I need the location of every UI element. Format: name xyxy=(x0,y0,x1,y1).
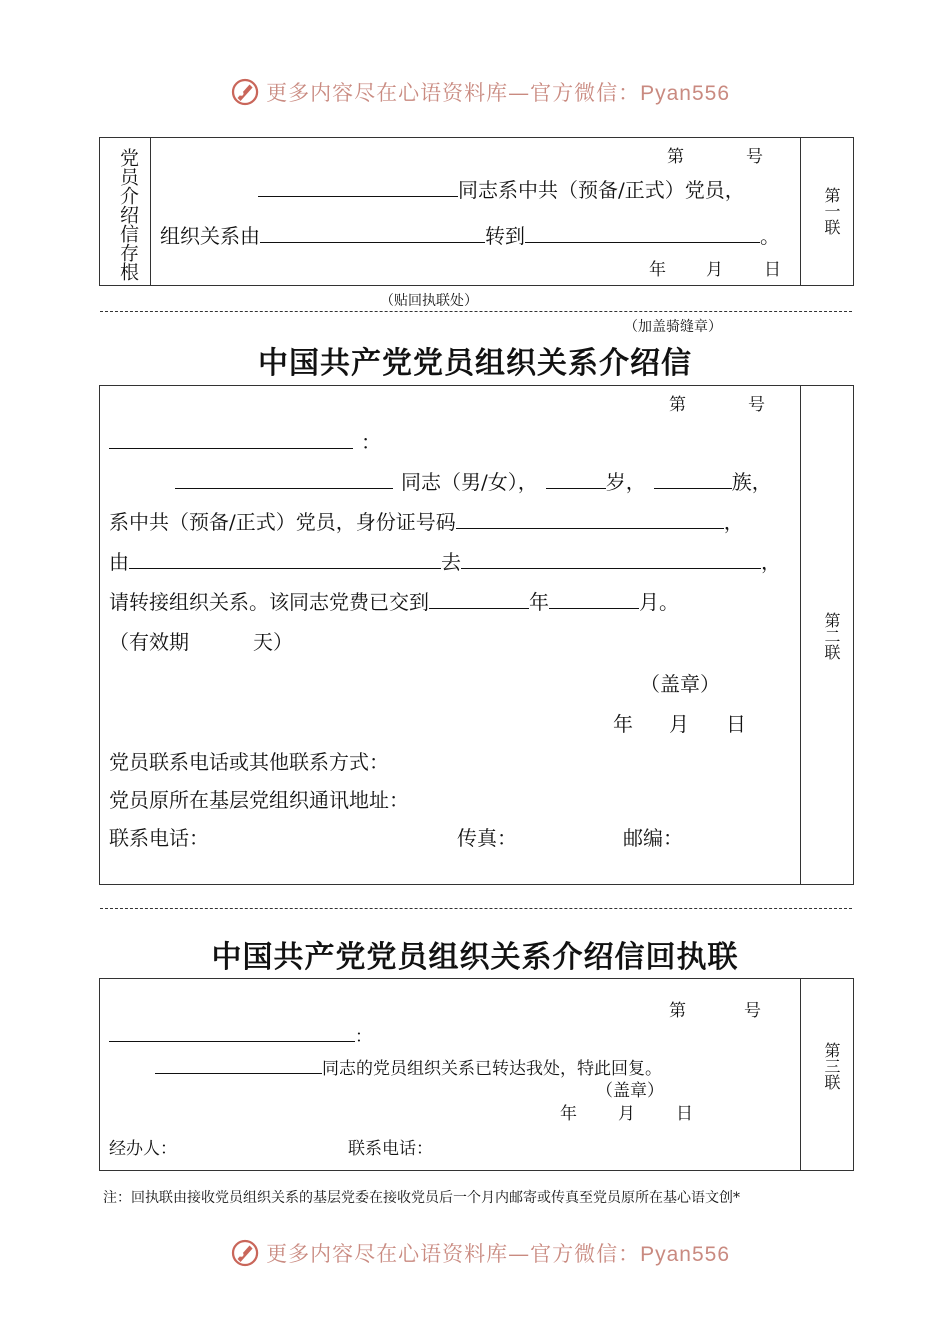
receipt-date-day: 日 xyxy=(676,1104,693,1124)
receipt-title: 中国共产党党员组织关系介绍信回执联 xyxy=(211,940,739,975)
letter-date-day: 日 xyxy=(726,712,746,736)
stub-to-blank[interactable] xyxy=(525,222,760,243)
receipt-number-suffix: 号 xyxy=(744,1001,761,1021)
letter-date-month: 月 xyxy=(669,712,689,736)
letter-addressee-blank[interactable] xyxy=(109,428,353,449)
receipt-line1: 同志的党员组织关系已转达我处，特此回复。 xyxy=(155,1054,662,1079)
letter-validity-a: （有效期 xyxy=(109,630,189,654)
receipt-phone: 联系电话： xyxy=(348,1139,433,1159)
receipt-date-year: 年 xyxy=(560,1104,577,1124)
letter-from-blank[interactable] xyxy=(129,548,441,569)
letter-fee-month-blank[interactable] xyxy=(549,588,639,609)
stub-part-label: 第一联 xyxy=(822,187,841,235)
watermark-text: 更多内容尽在心语资料库—官方微信：Pyan556 xyxy=(266,1242,730,1266)
letter-seal: （盖章） xyxy=(640,672,720,696)
letter-id-blank[interactable] xyxy=(456,508,724,529)
stub-date-month: 月 xyxy=(706,260,723,280)
receipt-name-blank[interactable] xyxy=(155,1056,322,1074)
receipt-box xyxy=(99,978,854,1171)
stub-name-blank[interactable] xyxy=(258,176,458,197)
receipt-part-label: 第三联 xyxy=(822,1042,841,1090)
letter-addressee-line: ： xyxy=(109,426,381,455)
letter-zip: 邮编： xyxy=(623,826,683,850)
letter-phone: 联系电话： xyxy=(109,826,209,850)
cut-line-1 xyxy=(100,311,852,312)
letter-address: 党员原所在基层党组织通讯地址： xyxy=(109,788,409,812)
letter-number-suffix: 号 xyxy=(748,395,765,415)
paste-note: （贴回执联处） xyxy=(380,293,478,309)
stub-date-year: 年 xyxy=(649,260,666,280)
letter-line1: 同志（男/女）， 岁， 族， xyxy=(175,466,772,495)
letter-title: 中国共产党党员组织关系介绍信 xyxy=(258,346,692,381)
receipt-addressee-blank[interactable] xyxy=(109,1024,355,1042)
letter-name-blank[interactable] xyxy=(175,468,393,489)
receipt-addressee-line: ： xyxy=(109,1022,372,1047)
stub-number-suffix: 号 xyxy=(746,147,763,167)
pen-logo-icon xyxy=(230,73,260,111)
letter-box xyxy=(99,385,854,885)
stub-box xyxy=(99,137,854,286)
watermark-text: 更多内容尽在心语资料库—官方微信：Pyan556 xyxy=(266,81,730,105)
letter-age-blank[interactable] xyxy=(546,468,606,489)
letter-line3: 由 去 ， xyxy=(109,550,781,574)
stub-line1: 同志系中共（预备/正式）党员， xyxy=(258,174,745,203)
seal-note: （加盖骑缝章） xyxy=(624,319,722,335)
letter-contact: 党员联系电话或其他联系方式： xyxy=(109,750,389,774)
letter-fee-year-blank[interactable] xyxy=(429,588,529,609)
receipt-handler: 经办人： xyxy=(109,1139,177,1159)
pen-logo-icon xyxy=(230,1234,260,1272)
stub-line2: 组织关系由 转到 。 xyxy=(160,224,780,248)
cut-line-2 xyxy=(100,908,852,909)
letter-date-year: 年 xyxy=(613,712,633,736)
footnote: 注：回执联由接收党员组织关系的基层党委在接收党员后一个月内邮寄或传真至党员原所在基心语文创* xyxy=(103,1190,740,1206)
receipt-date-month: 月 xyxy=(618,1104,635,1124)
receipt-number-label: 第 xyxy=(669,1001,686,1021)
letter-fax: 传真： xyxy=(457,826,517,850)
stub-number-label: 第 xyxy=(667,147,684,167)
letter-line4: 请转接组织关系。该同志党费已交到 年 月。 xyxy=(109,590,679,614)
letter-validity-b: 天） xyxy=(253,630,293,654)
watermark-bottom xyxy=(230,1233,730,1273)
letter-ethnicity-blank[interactable] xyxy=(654,468,732,489)
stub-from-blank[interactable] xyxy=(260,222,485,243)
stub-side-label: 党员介绍信存根 xyxy=(117,147,139,281)
letter-line2: 系中共（预备/正式）党员，身份证号码 ， xyxy=(109,510,744,534)
stub-date-day: 日 xyxy=(764,260,781,280)
watermark-top xyxy=(230,72,730,112)
letter-part-label: 第二联 xyxy=(822,612,841,660)
letter-to-blank[interactable] xyxy=(461,548,761,569)
receipt-seal: （盖章） xyxy=(596,1081,664,1101)
letter-number-label: 第 xyxy=(669,395,686,415)
